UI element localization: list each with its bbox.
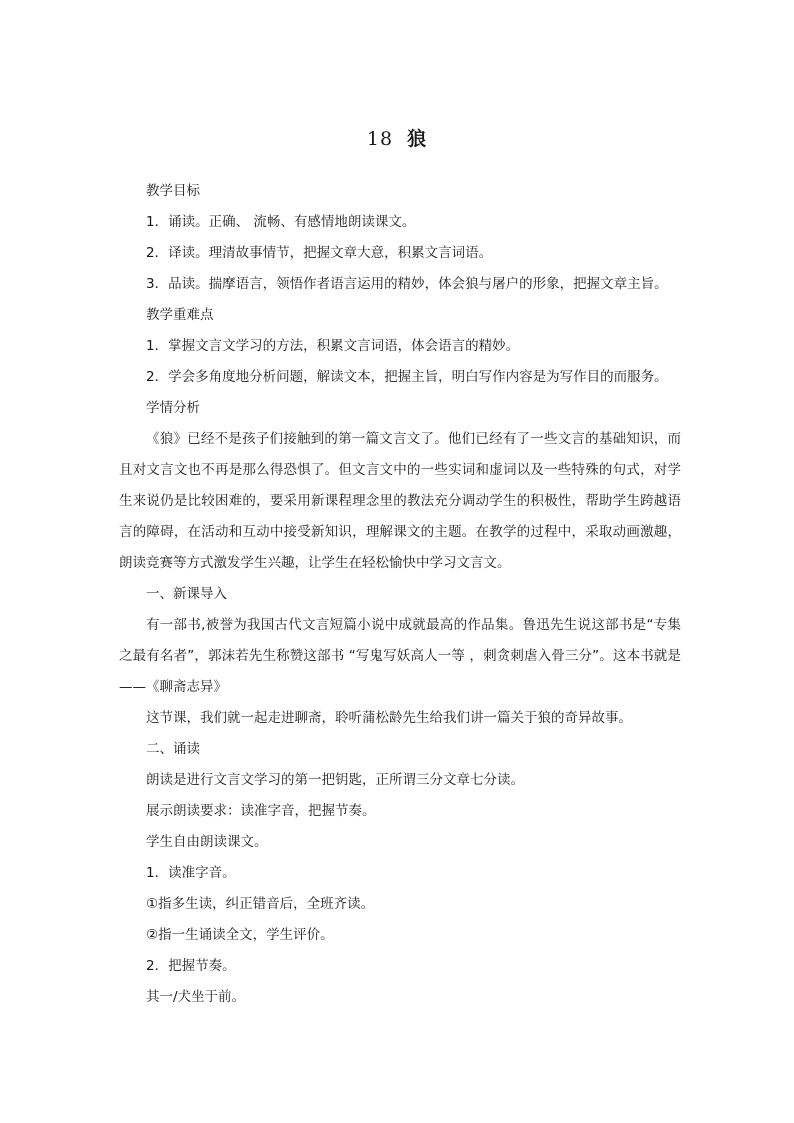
analysis-heading: 学情分析 [146, 400, 200, 416]
goal-item: 3．品读。揣摩语言，领悟作者语言运用的精妙，体会狼与屠户的形象，把握文章主旨。 [146, 276, 668, 292]
lesson-name: 狼 [407, 128, 428, 150]
reading-substep: ①指多生读，纠正错音后，全班齐读。 [146, 896, 375, 912]
reading-step: 1．读准字音。 [146, 865, 236, 881]
goals-heading: 教学目标 [146, 183, 200, 199]
reading-step: 2．把握节奏。 [146, 958, 236, 974]
reading-heading: 二、诵读 [146, 741, 200, 757]
intro-paragraph-2: 这节课，我们就一起走进聊斋，聆听蒲松龄先生给我们讲一篇关于狼的奇异故事。 [146, 710, 632, 726]
reading-example: 其一/犬坐于前。 [146, 989, 246, 1005]
key-point-item: 1．掌握文言文学习的方法，积累文言词语，体会语言的精妙。 [146, 338, 520, 354]
reading-paragraph: 学生自由朗读课文。 [146, 834, 268, 850]
lesson-number: 18 [366, 128, 394, 150]
reading-substep: ②指一生诵读全文，学生评价。 [146, 927, 334, 943]
intro-paragraph: 有一部书,被誉为我国古代文言短篇小说中成就最高的作品集。鲁迅先生说这部书是“专集之最有名者”，郭沫若先生称赞这部书 “写鬼写妖高人一等 ，刺贪刺虐入骨三分”。这本书就是——《聊斋志异》 [119, 617, 681, 695]
reading-paragraph: 朗读是进行文言文学习的第一把钥匙，正所谓三分文章七分读。 [146, 772, 524, 788]
key-points-heading: 教学重难点 [146, 307, 214, 323]
page-title [0, 124, 794, 151]
goal-item: 2．译读。理清故事情节，把握文章大意，积累文言词语。 [146, 245, 493, 261]
reading-paragraph: 展示朗读要求：读准字音，把握节奏。 [146, 803, 376, 819]
document-body [119, 176, 681, 1013]
intro-heading: 一、新课导入 [146, 586, 227, 602]
goal-item: 1．诵读。正确、 流畅、有感情地朗读课文。 [146, 214, 416, 230]
key-point-item: 2．学会多角度地分析问题，解读文本，把握主旨，明白写作内容是为写作目的而服务。 [146, 369, 668, 385]
analysis-paragraph: 《狼》已经不是孩子们接触到的第一篇文言文了。他们已经有了一些文言的基础知识，而且对文言文也不再是那么得恐惧了。但文言文中的一些实词和虚词以及一些特殊的句式，对学生来说仍是比较困难的，要采用新课程理念里的教法充分调动学生的积极性，帮助学生跨越语言的障碍，在活动和互动中接受新知识，理解课文的主题。在教学的过程中，采取动画激趣，朗读竞赛等方式激发学生兴趣，让学生在轻松愉快中学习文言文。 [119, 431, 681, 571]
